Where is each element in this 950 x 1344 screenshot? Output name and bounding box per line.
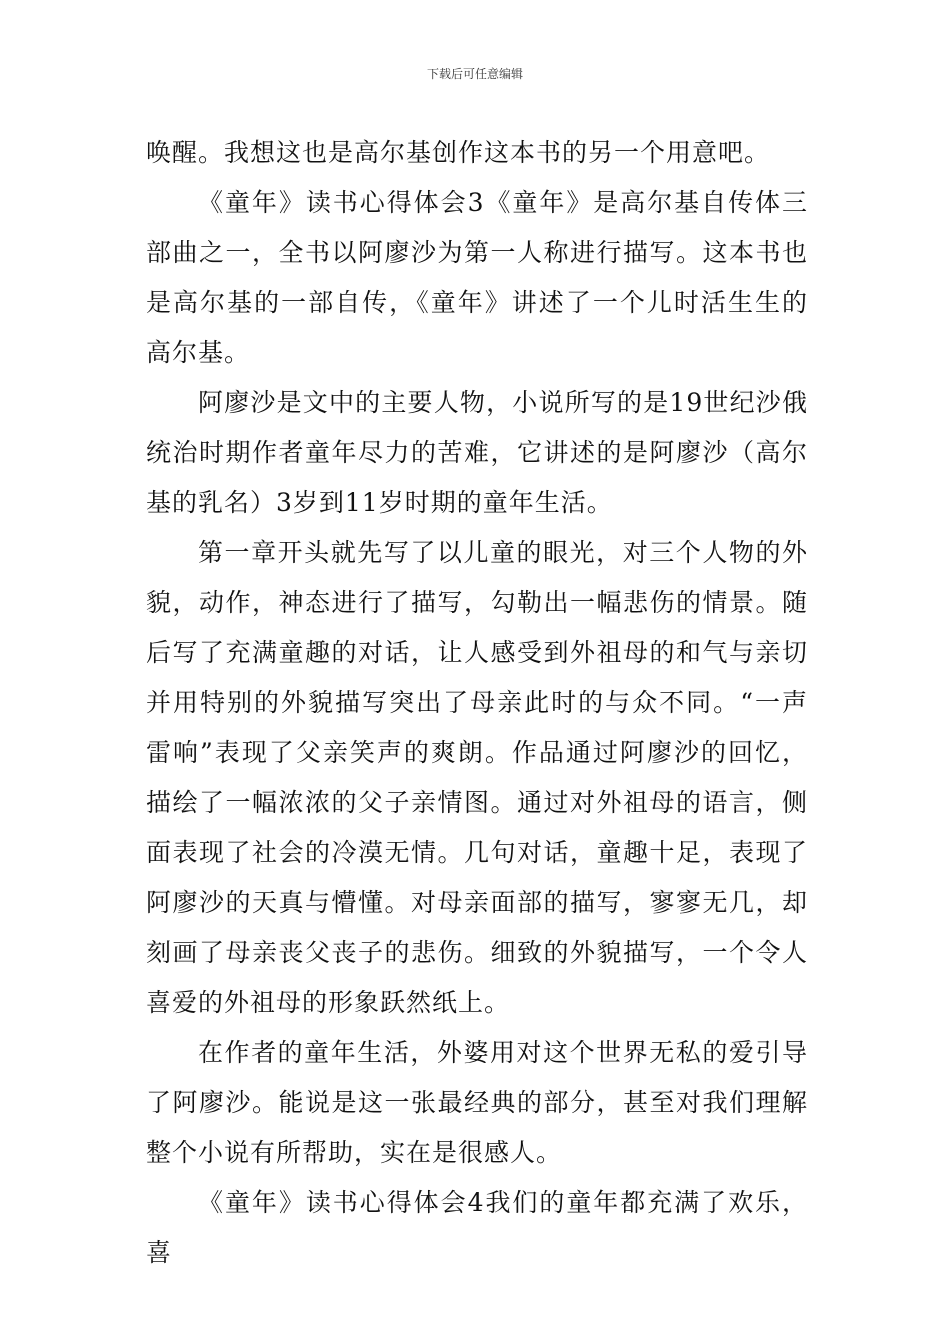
paragraph: 在作者的童年生活，外婆用对这个世界无私的爱引导了阿廖沙。能说是这一张最经典的部分，甚至对我们理解整个小说有所帮助，实在是很感人。 bbox=[146, 1038, 808, 1167]
document-body bbox=[146, 128, 808, 1278]
paragraph: 《童年》读书心得体会3《童年》是高尔基自传体三部曲之一，全书以阿廖沙为第一人称进行描写。这本书也是高尔基的一部自传，《童年》讲述了一个儿时活生生的高尔基。 bbox=[146, 188, 808, 367]
page-header: 下载后可任意编辑 bbox=[426, 67, 523, 81]
paragraph: 《童年》读书心得体会4我们的童年都充满了欢乐，喜 bbox=[146, 1188, 808, 1267]
paragraph: 唤醒。我想这也是高尔基创作这本书的另一个用意吧。 bbox=[146, 138, 771, 167]
paragraph: 第一章开头就先写了以儿童的眼光，对三个人物的外貌，动作，神态进行了描写，勾勒出一幅悲伤的情景。随后写了充满童趣的对话，让人感受到外祖母的和气与亲切并用特别的外貌描写突出了母亲此时的与众不同。“一声雷响”表现了父亲笑声的爽朗。作品通过阿廖沙的回忆，描绘了一幅浓浓的父子亲情图。通过对外祖母的语言，侧面表现了社会的冷漠无情。几句对话，童趣十足，表现了阿廖沙的天真与懵懂。对母亲面部的描写，寥寥无几，却刻画了母亲丧父丧子的悲伤。细致的外貌描写，一个令人喜爱的外祖母的形象跃然纸上。 bbox=[146, 538, 808, 1017]
paragraph: 阿廖沙是文中的主要人物，小说所写的是19世纪沙俄统治时期作者童年尽力的苦难，它讲述的是阿廖沙（高尔基的乳名）3岁到11岁时期的童年生活。 bbox=[146, 388, 808, 517]
